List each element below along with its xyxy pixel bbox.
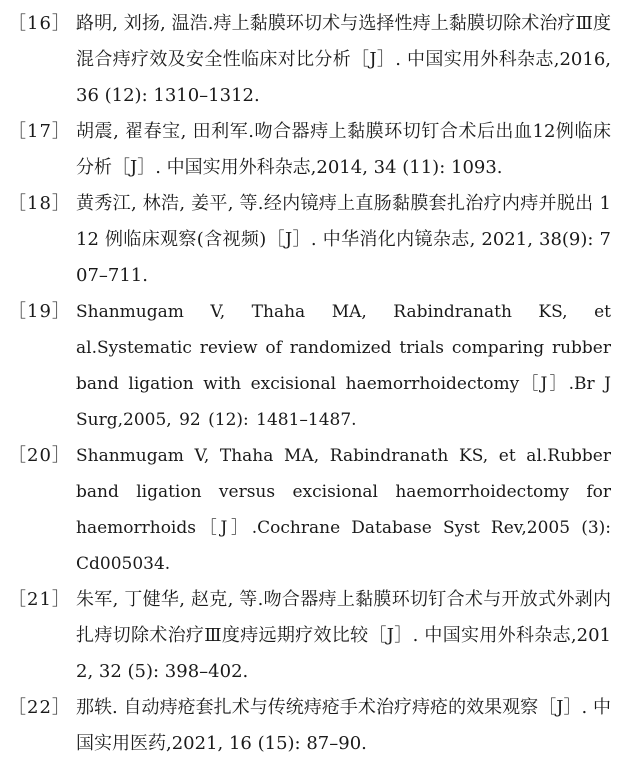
- reference-number: ［17］: [8, 121, 71, 142]
- reference-text: 那轶. 自动痔疮套扎术与传统痔疮手术治疗痔疮的效果观察［J］. 中国实用医药,2021, 16 (15): 87–90.: [76, 697, 611, 754]
- reference-text: Shanmugam V, Thaha MA, Rabindranath KS, et al.Systematic review of randomized trials comparing rubber band ligation with excisional haemorrhoidectomy［J］.Br J Surg,2005, 92 (12): 1481–1487.: [76, 302, 611, 430]
- reference-number: ［22］: [8, 697, 71, 718]
- reference-text: 黄秀江, 林浩, 姜平, 等.经内镜痔上直肠黏膜套扎治疗内痔并脱出 112 例临床观察(含视频)［J］. 中华消化内镜杂志, 2021, 38(9): 707–711.: [76, 193, 611, 286]
- reference-text: 路明, 刘扬, 温浩.痔上黏膜环切术与选择性痔上黏膜切除术治疗Ⅲ度混合痔疗效及安全性临床对比分析［J］. 中国实用外科杂志,2016, 36 (12): 1310–1312.: [76, 13, 611, 106]
- reference-number: ［16］: [8, 13, 71, 34]
- reference-21: [8, 582, 611, 690]
- reference-20: [8, 438, 611, 582]
- reference-16: [8, 6, 611, 114]
- reference-17: [8, 114, 611, 186]
- reference-number: ［20］: [8, 445, 71, 466]
- reference-number: ［19］: [8, 301, 71, 322]
- reference-18: [8, 186, 611, 294]
- reference-text: 朱军, 丁健华, 赵克, 等.吻合器痔上黏膜环切钉合术与开放式外剥内扎痔切除术治疗Ⅲ度痔远期疗效比较［J］. 中国实用外科杂志,2012, 32 (5): 398–402.: [76, 589, 611, 682]
- reference-text: Shanmugam V, Thaha MA, Rabindranath KS, et al.Rubber band ligation versus excisional haemorrhoidectomy for haemorrhoids［J］.Cochrane Database Syst Rev,2005 (3): Cd005034.: [76, 446, 611, 574]
- reference-22: [8, 690, 611, 762]
- reference-number: ［21］: [8, 589, 71, 610]
- reference-number: ［18］: [8, 193, 71, 214]
- reference-text: 胡震, 翟春宝, 田利军.吻合器痔上黏膜环切钉合术后出血12例临床分析［J］. 中国实用外科杂志,2014, 34 (11): 1093.: [76, 121, 611, 178]
- reference-19: [8, 294, 611, 438]
